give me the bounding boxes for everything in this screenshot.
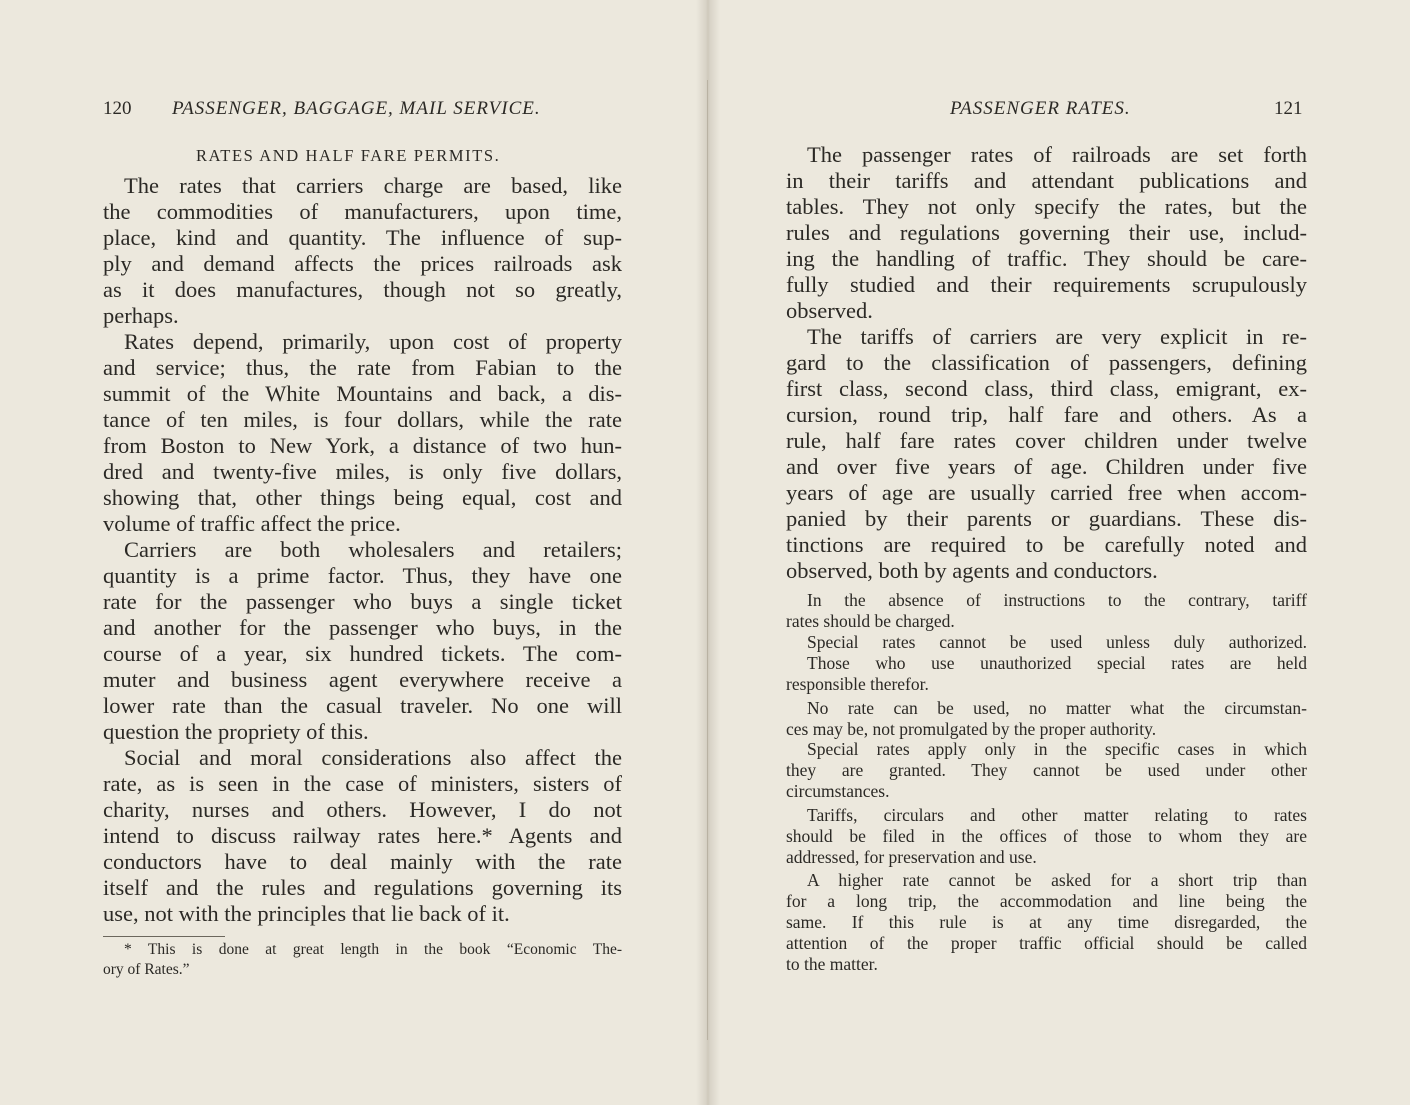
rule-line: for a long trip, the accommodation and line being the <box>786 891 1307 911</box>
text-line: quantity is a prime factor. Thus, they have one <box>103 563 622 588</box>
rule-line: Those who use unauthorized special rates are held <box>807 653 1307 673</box>
rule-line: should be filed in the offices of those to whom they are <box>786 826 1307 846</box>
rule-line: to the matter. <box>786 954 878 974</box>
rule-line: they are granted. They cannot be used under other <box>786 760 1307 780</box>
text-line: The tariffs of carriers are very explicit in re- <box>807 324 1307 349</box>
text-line: tables. They not only specify the rates, but the <box>786 194 1307 219</box>
rule-line: Tariffs, circulars and other matter relating to rates <box>807 805 1307 825</box>
text-line: charity, nurses and others. However, I do not <box>103 797 622 822</box>
text-line: observed, both by agents and conductors. <box>786 558 1158 583</box>
text-line: ply and demand affects the prices railroads ask <box>103 251 622 276</box>
text-line: showing that, other things being equal, cost and <box>103 485 622 510</box>
text-line: and service; thus, the rate from Fabian to the <box>103 355 622 380</box>
text-line: cursion, round trip, half fare and others. As a <box>786 402 1307 427</box>
text-line: tinctions are required to be carefully noted and <box>786 532 1307 557</box>
text-line: summit of the White Mountains and back, a dis- <box>103 381 622 406</box>
text-line: place, kind and quantity. The influence of sup- <box>103 225 622 250</box>
rule-line: Special rates cannot be used unless duly authorized. <box>807 632 1307 652</box>
rule-line: responsible therefor. <box>786 674 929 694</box>
text-line: intend to discuss railway rates here.* Agents and <box>103 823 622 848</box>
rule-paragraph <box>786 739 1307 802</box>
rule-line: No rate can be used, no matter what the circumstan- <box>807 698 1307 718</box>
rule-line: rates should be charged. <box>786 611 955 631</box>
right-running-head: PASSENGER RATES. <box>950 98 1131 119</box>
text-line: rule, half fare rates cover children under twelve <box>786 428 1307 453</box>
text-line: and another for the passenger who buys, in the <box>103 615 622 640</box>
text-line: in their tariffs and attendant publications and <box>786 168 1307 193</box>
text-line: rules and regulations governing their use, includ- <box>786 220 1307 245</box>
text-line: itself and the rules and regulations governing its <box>103 875 622 900</box>
rule-line: addressed, for preservation and use. <box>786 847 1037 867</box>
rule-line: ces may be, not promulgated by the proper authority. <box>786 719 1157 739</box>
left-page-number: 120 <box>103 98 132 119</box>
text-line: The rates that carriers charge are based, like <box>124 173 622 198</box>
text-line: first class, second class, third class, emigrant, ex- <box>786 376 1307 401</box>
book-gutter <box>696 0 720 1105</box>
text-line: volume of traffic affect the price. <box>103 511 401 536</box>
text-line: rate, as is seen in the case of ministers, sisters of <box>103 771 622 796</box>
text-line: perhaps. <box>103 303 179 328</box>
text-line: question the propriety of this. <box>103 719 369 744</box>
text-line: conductors have to deal mainly with the rate <box>103 849 622 874</box>
rule-paragraph <box>786 870 1307 975</box>
text-line: Carriers are both wholesalers and retailers; <box>124 537 622 562</box>
text-line: The passenger rates of railroads are set forth <box>807 142 1307 167</box>
rule-line: attention of the proper traffic official should be called <box>786 933 1307 953</box>
section-heading: RATES AND HALF FARE PERMITS. <box>196 146 501 165</box>
text-line: Rates depend, primarily, upon cost of property <box>124 329 622 354</box>
right-page-number: 121 <box>1274 98 1303 119</box>
rule-paragraph <box>786 632 1307 653</box>
text-line: from Boston to New York, a distance of two hun- <box>103 433 622 458</box>
text-line: fully studied and their requirements scrupulously <box>786 272 1307 297</box>
footnote-line: * This is done at great length in the book “Economic The- <box>124 941 622 958</box>
text-line: and over five years of age. Children under five <box>786 454 1307 479</box>
text-line: rate for the passenger who buys a single ticket <box>103 589 622 614</box>
text-line: gard to the classification of passengers, defining <box>786 350 1307 375</box>
text-line: as it does manufactures, though not so greatly, <box>103 277 622 302</box>
rule-line: In the absence of instructions to the contrary, tariff <box>807 590 1307 610</box>
rule-paragraph <box>786 698 1307 740</box>
left-body-text <box>103 173 622 927</box>
text-line: panied by their parents or guardians. These dis- <box>786 506 1307 531</box>
gutter-fold <box>707 80 708 1040</box>
rule-line: Special rates apply only in the specific cases in which <box>807 739 1307 759</box>
rule-line: A higher rate cannot be asked for a short trip than <box>807 870 1307 890</box>
rule-line: same. If this rule is at any time disregarded, the <box>786 912 1307 932</box>
footnote-rule <box>103 936 225 937</box>
footnote-line: ory of Rates.” <box>103 961 190 978</box>
text-line: lower rate than the casual traveler. No one will <box>103 693 622 718</box>
text-line: the commodities of manufacturers, upon time, <box>103 199 622 224</box>
footnote <box>103 940 622 980</box>
text-line: years of age are usually carried free when accom- <box>786 480 1307 505</box>
text-line: Social and moral considerations also affect the <box>124 745 622 770</box>
text-line: dred and twenty-five miles, is only five dollars, <box>103 459 622 484</box>
rule-paragraph <box>786 590 1307 632</box>
text-line: course of a year, six hundred tickets. The com- <box>103 641 622 666</box>
left-running-head: PASSENGER, BAGGAGE, MAIL SERVICE. <box>172 98 541 119</box>
text-line: tance of ten miles, is four dollars, while the rate <box>103 407 622 432</box>
right-body-text <box>786 142 1307 584</box>
rule-paragraph <box>786 653 1307 695</box>
rule-paragraph <box>786 805 1307 868</box>
rule-line: circumstances. <box>786 781 890 801</box>
text-line: muter and business agent everywhere receive a <box>103 667 622 692</box>
text-line: observed. <box>786 298 873 323</box>
text-line: ing the handling of traffic. They should be care- <box>786 246 1307 271</box>
text-line: use, not with the principles that lie back of it. <box>103 901 510 926</box>
